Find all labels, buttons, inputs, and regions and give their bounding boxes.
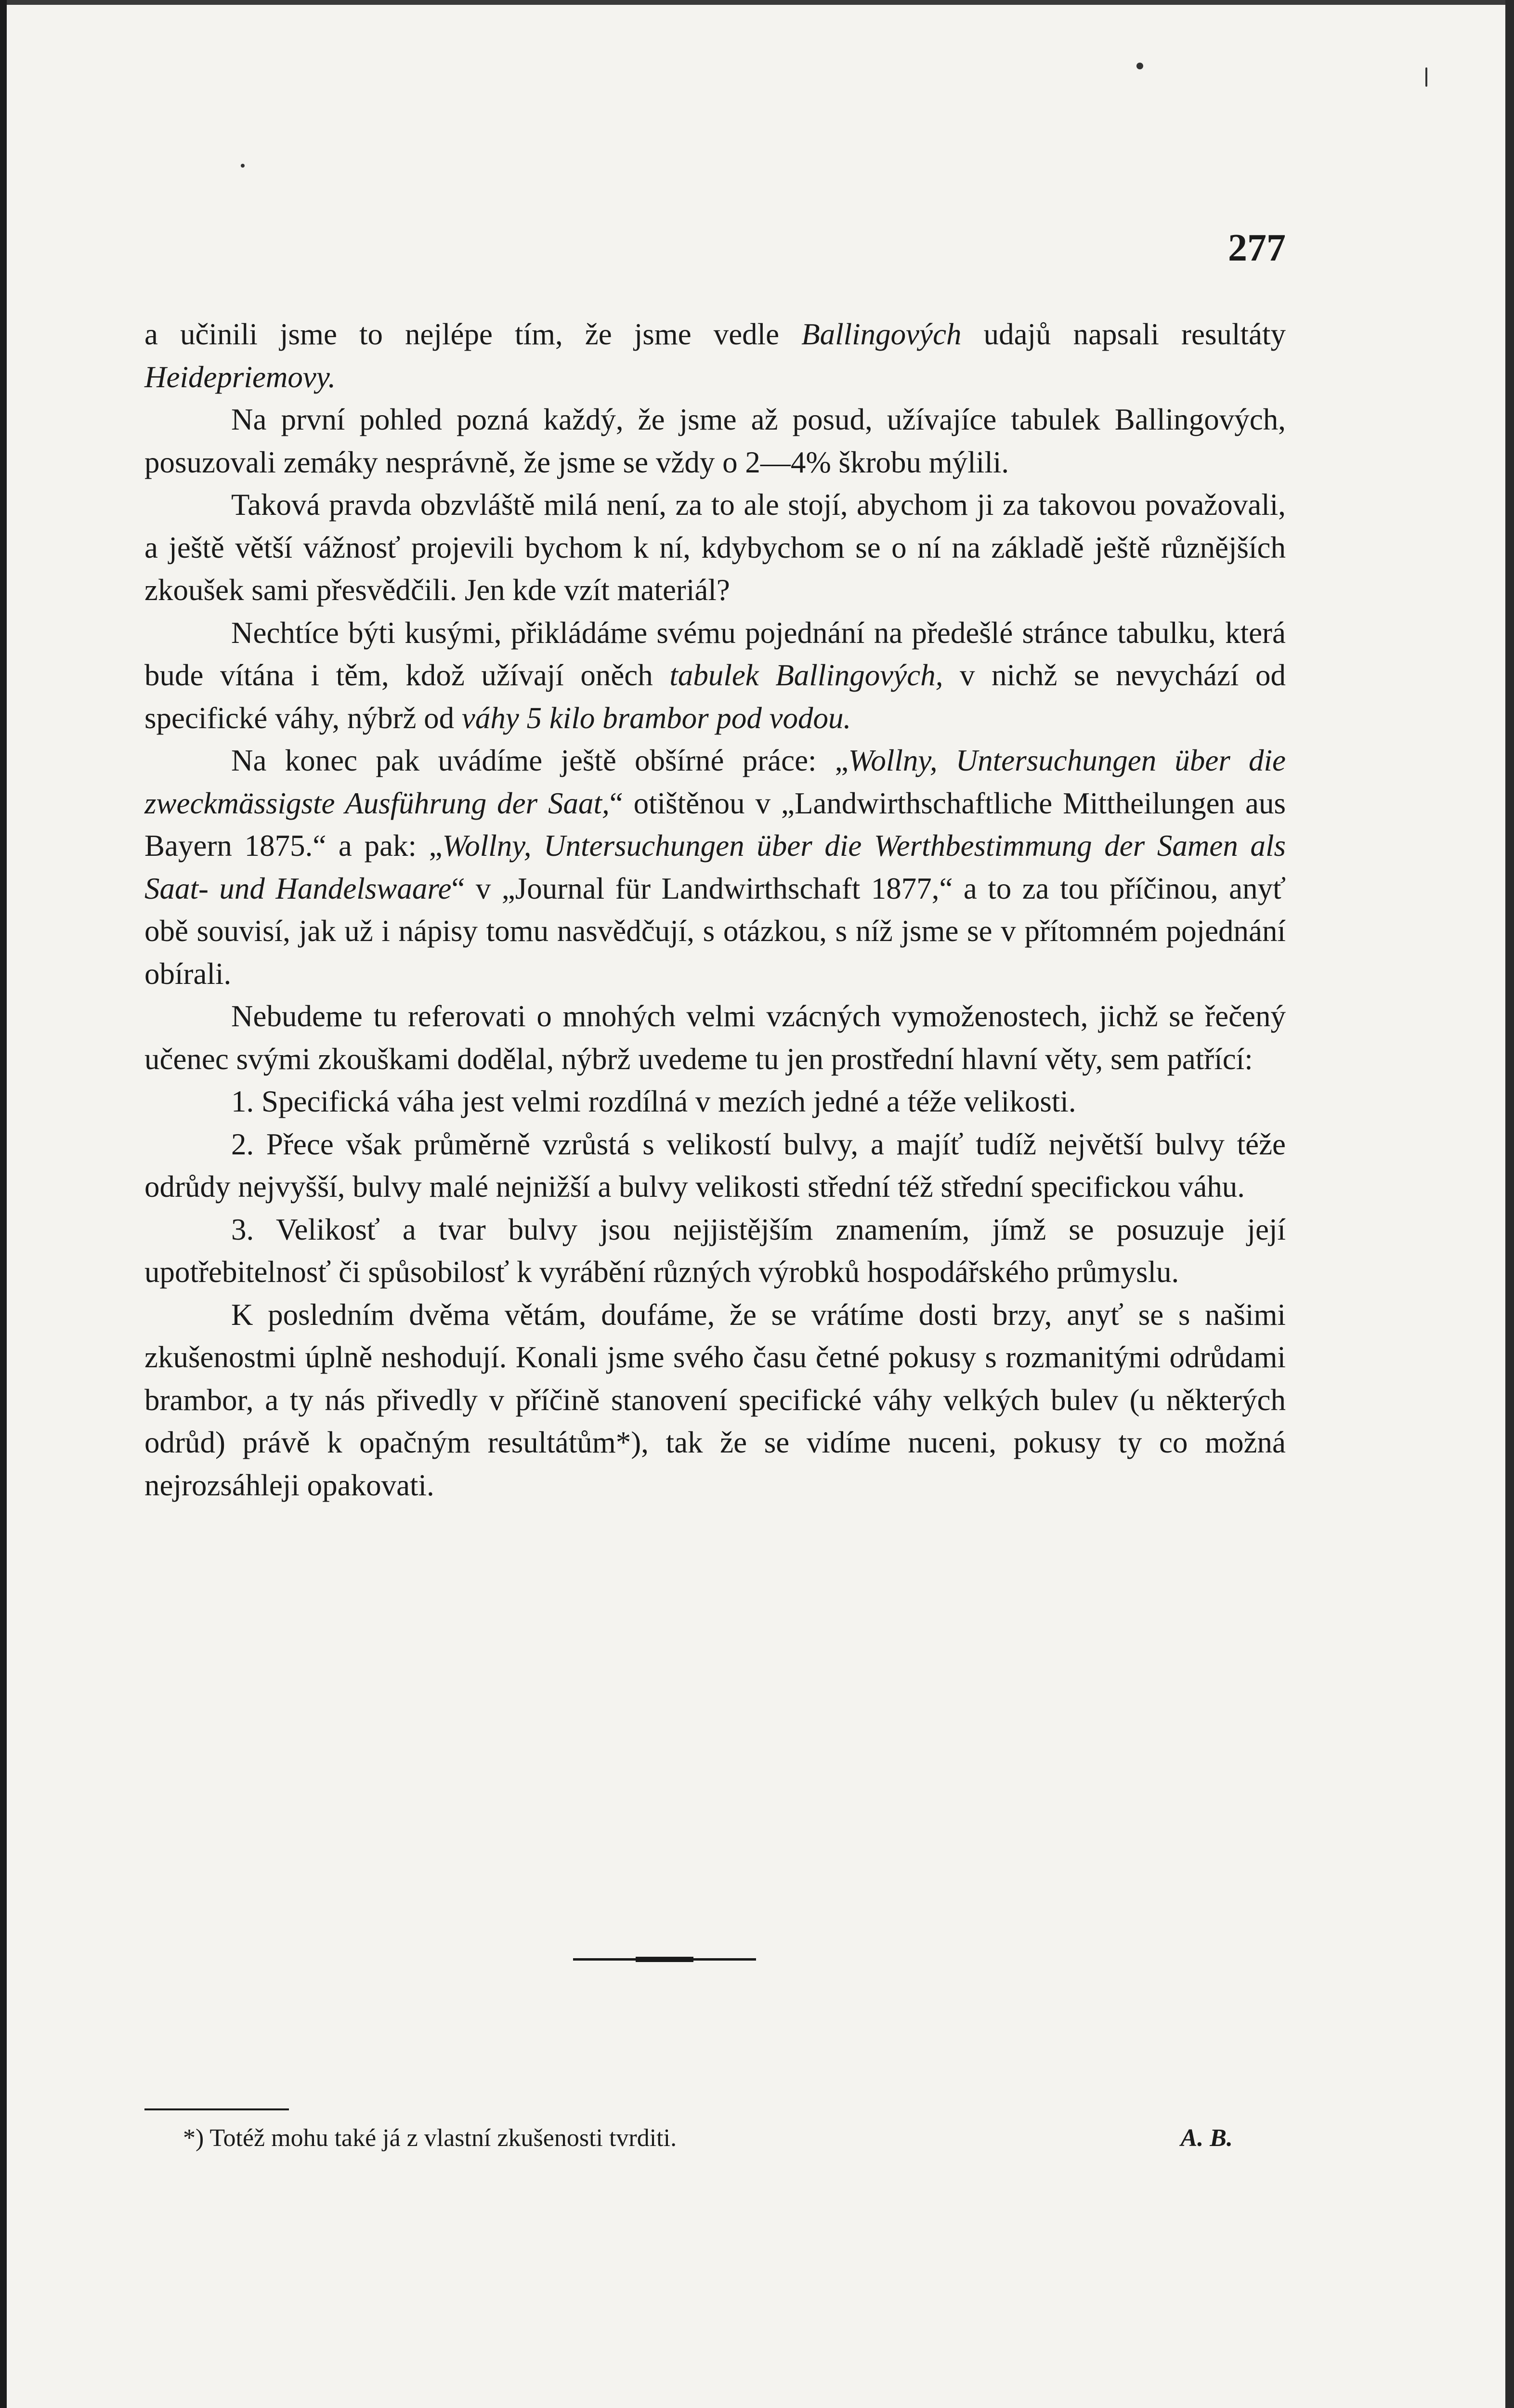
- italic-run: Wollny, Untersuchungen über die Werthbestimmung der Samen als Saat- und Handelswaare: [144, 829, 1286, 905]
- scan-edge-right: [1505, 0, 1514, 2408]
- italic-run: Wollny, Untersuchungen über die zweckmässigste Ausführung der Saat,: [144, 744, 1286, 820]
- text-run: “ v „Journal für Landwirthschaft 1877,“ a to za tou příčinou, anyť obě souvisí, jak už i nápisy tomu nasvědčují, s otázkou, s níž jsme se v přítomném pojednání obírali.: [144, 871, 1286, 991]
- text-run: K posledním dvěma větám, doufáme, že se vrátíme dosti brzy, anyť se s našimi zkušenostmi úplně neshodují. Konali jsme svého času četné pokusy s rozmanitými odrůdami brambor, a ty nás přivedly v příčině stanovení specifické váhy velkých bulev (u některých odrůd) právě k opačným resultátům*), tak že se vidíme nuceni, pokusy ty co možná nejrozsáhleji opakovati.: [144, 1297, 1286, 1502]
- italic-run: Ballingových: [801, 317, 962, 351]
- numbered-item: [144, 1080, 1286, 1123]
- paragraph: [144, 739, 1286, 995]
- text-run: 3. Velikosť a tvar bulvy jsou nejjistějším znamením, jímž se posuzuje její upotřebitelnosť či spůsobilosť k vyrábění různých výrobků hospodářského průmyslu.: [144, 1212, 1286, 1289]
- footnote: *) Totéž mohu také já z vlastní zkušenosti tvrditi.: [183, 2124, 677, 2152]
- footnote-rule: [144, 2108, 289, 2110]
- text-run: 2. Přece však průměrně vzrůstá s velikostí bulvy, a majíť tudíž největší bulvy téže odrůdy nejvyšší, bulvy malé nejnižší a bulvy velikosti střední též střední specifickou váhu.: [144, 1127, 1286, 1204]
- paragraph: [144, 398, 1286, 484]
- numbered-item: [144, 1123, 1286, 1208]
- page-number: 277: [1228, 227, 1286, 269]
- text-run: Na konec pak uvádíme ještě obšírné práce: „: [231, 744, 848, 777]
- text-run: a učinili jsme to nejlépe tím, že jsme vedle: [144, 317, 802, 351]
- paragraph: [144, 995, 1286, 1080]
- text-run: “ otištěnou v „Landwirthschaftliche Mittheilungen aus Bayern 1875.“ a pak: „: [144, 786, 1286, 863]
- paragraph: [144, 484, 1286, 612]
- italic-run: váhy 5 kilo brambor pod vodou.: [461, 701, 851, 735]
- scan-speck: [241, 164, 245, 168]
- italic-run: tabulek Ballingových,: [669, 658, 943, 692]
- scan-speck: [1136, 63, 1143, 69]
- body-text: [144, 313, 1286, 1506]
- text-run: Taková pravda obzvláště milá není, za to ale stojí, abychom ji za takovou považovali, a ještě větší vážnosť projevili bychom k ní, kdybychom se o ní na základě ještě různějších zkoušek sami přesvědčili. Jen kde vzít materiál?: [144, 488, 1286, 607]
- text-run: Na první pohled pozná každý, že jsme až posud, užívajíce tabulek Ballingových, posuzovali zemáky nesprávně, že jsme se vždy o 2—4% škrobu mýlili.: [144, 403, 1286, 479]
- scan-speck: [1425, 67, 1427, 87]
- text-run: Nebudeme tu referovati o mnohých velmi vzácných vymoženostech, jichž se řečený učenec svými zkouškami dodělal, nýbrž uvedeme tu jen prostřední hlavní věty, sem patřící:: [144, 999, 1286, 1076]
- footnote-signature: A. B.: [1180, 2124, 1233, 2152]
- italic-run: Heidepriemovy.: [144, 360, 336, 394]
- paragraph: [144, 612, 1286, 740]
- section-divider: [573, 1958, 756, 1961]
- paragraph: [144, 313, 1286, 398]
- scan-edge-left: [0, 0, 7, 2408]
- text-run: Nechtíce býti kusými, přikládáme svému pojednání na předešlé stránce tabulku, která bude vítána i těm, kdož užívají oněch: [144, 615, 1286, 692]
- scan-edge-top: [0, 0, 1514, 5]
- text-run: 1. Specifická váha jest velmi rozdílná v mezích jedné a téže velikosti.: [231, 1085, 1076, 1118]
- numbered-item: [144, 1208, 1286, 1294]
- text-run: udajů napsali resultáty: [961, 317, 1286, 351]
- text-run: v nichž se nevychází od specifické váhy, nýbrž od: [144, 658, 1286, 735]
- paragraph: [144, 1294, 1286, 1507]
